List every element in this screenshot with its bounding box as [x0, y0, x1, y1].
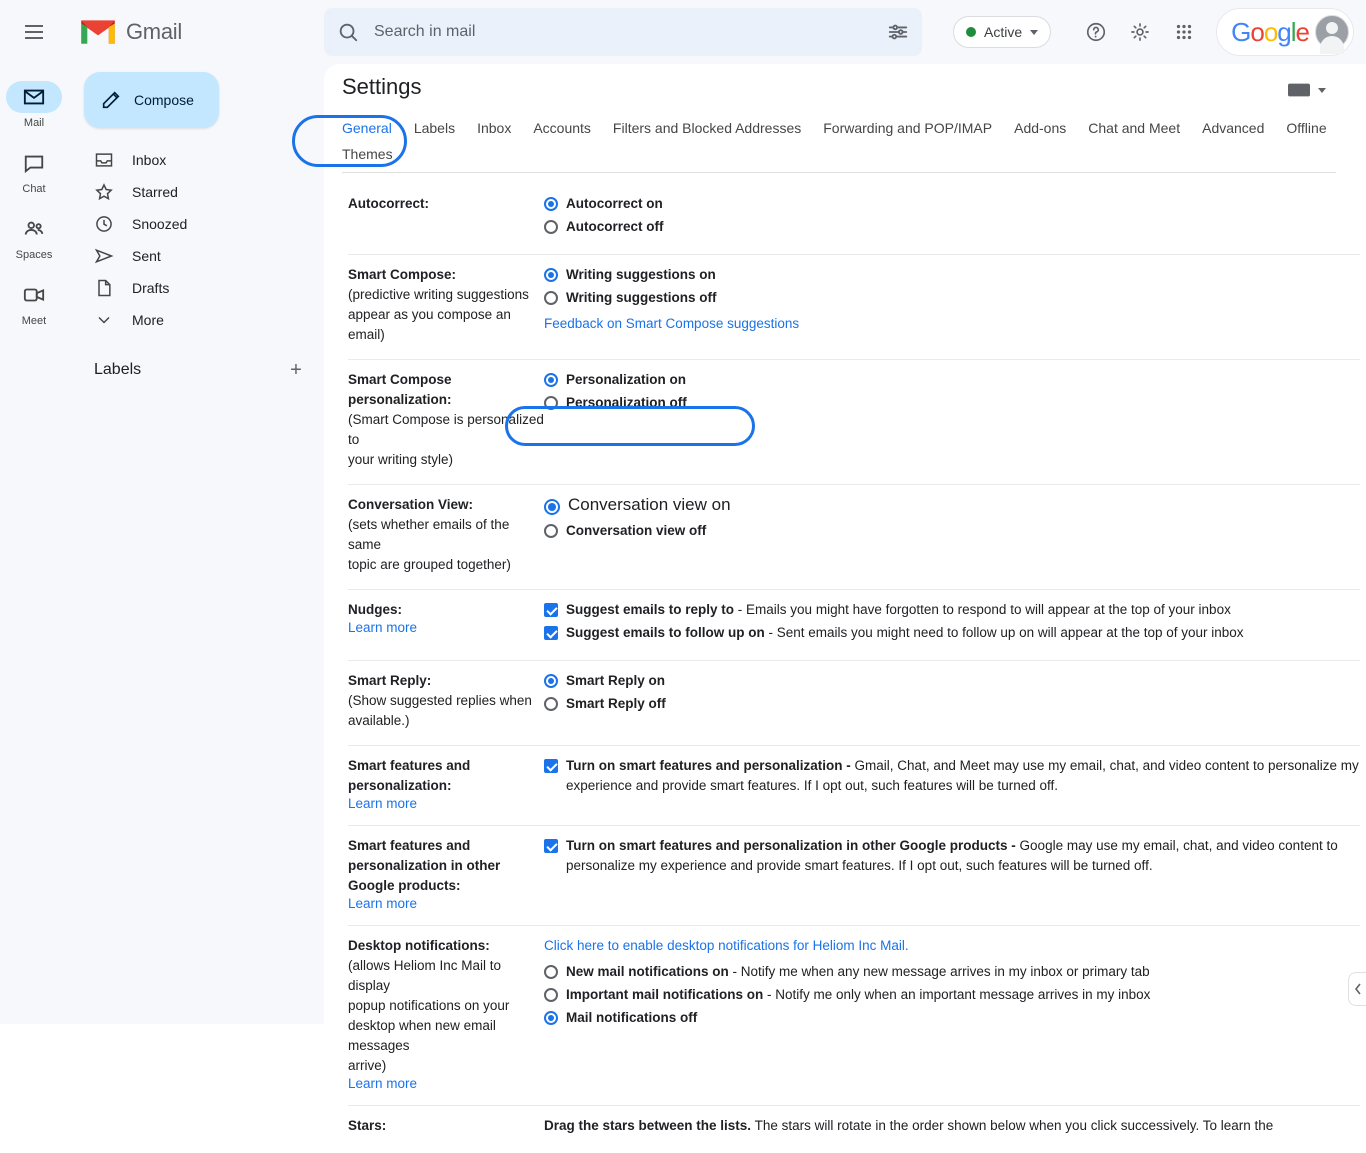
row-options-smart-compose [544, 255, 1360, 360]
option-important-mail-notifications-on[interactable] [544, 985, 1360, 1005]
sub-smart-compose-1: (predictive writing suggestions [348, 285, 544, 305]
rail-item-meet[interactable] [0, 272, 68, 334]
rail-item-mail[interactable] [0, 74, 68, 136]
search-input[interactable] [372, 22, 874, 42]
link-desktop-notifications-learn-more[interactable]: Learn more [348, 1076, 417, 1091]
sub-scp-1: (Smart Compose is personalized to [348, 410, 544, 450]
label-suggest-reply-strong: Suggest emails to reply to [566, 602, 734, 617]
google-wordmark: Google [1231, 17, 1309, 48]
label-smart-features-other-1: Smart features and [348, 836, 544, 856]
tab-forwarding-and-pop-imap[interactable]: Forwarding and POP/IMAP [823, 118, 992, 138]
labels-header [94, 358, 308, 382]
status-label: Active [984, 24, 1022, 40]
status-badge[interactable] [953, 16, 1051, 48]
option-turn-on-smart-features-other[interactable] [544, 836, 1360, 876]
label-smart-features-strong: Turn on smart features and personalization - [566, 758, 851, 773]
link-smart-compose-feedback[interactable]: Feedback on Smart Compose suggestions [544, 314, 799, 334]
row-smart-compose-personalization [348, 360, 1360, 485]
row-label-smart-compose-personalization [348, 360, 544, 485]
gmail-m-icon [78, 17, 118, 47]
gmail-logo[interactable] [78, 17, 182, 47]
label-smart-reply-off: Smart Reply off [566, 694, 666, 714]
search-bar[interactable] [324, 8, 922, 56]
page-title: Settings [342, 74, 422, 100]
hamburger-icon[interactable] [10, 8, 58, 56]
avatar[interactable] [1315, 15, 1349, 49]
tune-icon[interactable] [874, 8, 922, 56]
label-smart-compose: Smart Compose: [348, 265, 544, 285]
label-conversation-view: Conversation View: [348, 495, 544, 515]
radio-autocorrect-on[interactable] [544, 197, 558, 211]
option-suggest-emails-to-reply-to[interactable] [544, 600, 1360, 620]
row-smart-features-other [348, 826, 1360, 926]
app-rail [0, 64, 68, 1024]
label-important-mail-notifications-strong: Important mail notifications on [566, 987, 763, 1002]
option-smart-reply-off[interactable] [544, 694, 1360, 714]
tab-themes[interactable]: Themes [342, 144, 393, 164]
help-icon[interactable] [1080, 16, 1112, 48]
gmail-wordmark: Gmail [126, 19, 182, 45]
radio-new-mail-notifications-on[interactable] [544, 965, 558, 979]
settings-table [348, 184, 1360, 1153]
label-smart-features-text: Gmail, Chat, and Meet may use my email, chat, and video content to personalize my experience and provide smart features. If I opt out, such features will be turned off. [566, 758, 1359, 793]
sidebar-item-more[interactable] [68, 304, 308, 336]
link-enable-desktop-notifications[interactable]: Click here to enable desktop notifications for Heliom Inc Mail. [544, 936, 909, 956]
sub-desktop-notifications-1: (allows Heliom Inc Mail to display [348, 956, 544, 996]
radio-smart-reply-off[interactable] [544, 697, 558, 711]
label-important-mail-notifications-text: - Notify me only when an important message arrives in my inbox [763, 987, 1150, 1002]
sidebar-item-inbox[interactable] [68, 144, 308, 176]
label-smart-features-2: personalization: [348, 776, 544, 796]
label-mail-notifications-off: Mail notifications off [566, 1008, 697, 1028]
sub-desktop-notifications-3: desktop when new email messages [348, 1016, 544, 1056]
tab-advanced[interactable]: Advanced [1202, 118, 1264, 138]
sub-conversation-view-2: topic are grouped together) [348, 555, 544, 575]
row-desktop-notifications [348, 926, 1360, 1106]
settings-panel [324, 64, 1366, 1024]
sub-smart-compose-2: appear as you compose an email) [348, 305, 544, 345]
tab-offline[interactable]: Offline [1286, 118, 1326, 138]
label-conversation-view-off: Conversation view off [566, 521, 706, 541]
chevron-down-icon [1030, 30, 1038, 35]
compose-label: Compose [134, 92, 194, 108]
sidebar [68, 64, 324, 1024]
sub-desktop-notifications-2: popup notifications on your [348, 996, 544, 1016]
tab-general[interactable]: General [342, 118, 392, 138]
label-smart-features-1: Smart features and [348, 756, 544, 776]
row-conversation-view [348, 485, 1360, 590]
clock-icon [94, 214, 114, 234]
row-label-smart-reply [348, 661, 544, 746]
sidebar-item-label-snoozed: Snoozed [132, 216, 187, 232]
chat-icon [6, 147, 62, 179]
rail-item-chat[interactable] [0, 140, 68, 202]
row-options-autocorrect [544, 184, 1360, 255]
label-smart-features-other-text: Google may use my email, chat, and video content to personalize my experience and provide smart features. If I opt out, such features will be turned off. [566, 838, 1338, 873]
rail-label-chat: Chat [22, 183, 45, 195]
pencil-icon [100, 89, 122, 111]
checkbox-suggest-follow-up[interactable] [544, 626, 558, 640]
radio-personalization-on[interactable] [544, 373, 558, 387]
gear-icon[interactable] [1124, 16, 1156, 48]
label-stars-strong: Drag the stars between the lists. [544, 1118, 751, 1133]
label-smart-reply-on: Smart Reply on [566, 671, 665, 691]
apps-grid-icon[interactable] [1168, 16, 1200, 48]
sidebar-item-label-drafts: Drafts [132, 280, 169, 296]
radio-autocorrect-off[interactable] [544, 220, 558, 234]
sub-scp-2: your writing style) [348, 450, 544, 470]
rail-label-spaces: Spaces [16, 249, 53, 261]
row-autocorrect [348, 184, 1360, 255]
chevron-down-icon [94, 310, 114, 330]
row-smart-compose [348, 255, 1360, 360]
tab-inbox[interactable]: Inbox [477, 118, 511, 138]
account-button[interactable] [1216, 8, 1354, 56]
radio-mail-notifications-off[interactable] [544, 1011, 558, 1025]
row-options-smart-features-other [544, 826, 1360, 926]
label-suggest-follow-up-strong: Suggest emails to follow up on [566, 625, 765, 640]
option-writing-suggestions-off[interactable] [544, 288, 1360, 308]
tab-accounts[interactable]: Accounts [533, 118, 591, 138]
label-stars-text: The stars will rotate in the order shown below when you click successively. To learn the [751, 1118, 1273, 1133]
row-options-smart-reply [544, 661, 1360, 746]
label-smart-features-other-3: Google products: [348, 876, 544, 896]
row-smart-reply [348, 661, 1360, 746]
tab-labels[interactable]: Labels [414, 118, 455, 138]
sub-desktop-notifications-4: arrive) [348, 1056, 544, 1076]
checkbox-smart-features[interactable] [544, 759, 558, 773]
sidebar-item-label-inbox: Inbox [132, 152, 166, 168]
label-conversation-view-on: Conversation view on [568, 495, 731, 515]
label-writing-suggestions-on: Writing suggestions on [566, 265, 716, 285]
option-personalization-off[interactable] [544, 393, 1360, 413]
top-bar [0, 0, 1366, 64]
sidebar-item-snoozed[interactable] [68, 208, 308, 240]
plus-icon[interactable]: + [284, 358, 308, 382]
sidebar-item-drafts[interactable] [68, 272, 308, 304]
desktop-notifications-enable[interactable] [544, 936, 1360, 956]
row-nudges [348, 590, 1360, 661]
row-label-smart-compose [348, 255, 544, 360]
label-suggest-reply-text: - Emails you might have forgotten to respond to will appear at the top of your inbox [734, 602, 1231, 617]
keyboard-icon[interactable] [1288, 82, 1326, 98]
draft-icon [94, 278, 114, 298]
label-smart-features-other-strong: Turn on smart features and personalization in other Google products - [566, 838, 1016, 853]
row-label-desktop-notifications [348, 926, 544, 1106]
row-options-smart-compose-personalization [544, 360, 1360, 485]
chevron-down-icon [1318, 88, 1326, 93]
link-nudges-learn-more[interactable]: Learn more [348, 620, 417, 635]
row-label-conversation-view [348, 485, 544, 590]
row-options-smart-features [544, 746, 1360, 826]
spaces-icon [6, 213, 62, 245]
sidebar-item-label-sent: Sent [132, 248, 161, 264]
radio-writing-suggestions-off[interactable] [544, 291, 558, 305]
tab-chat-and-meet[interactable]: Chat and Meet [1088, 118, 1180, 138]
row-options-nudges [544, 590, 1360, 661]
label-new-mail-notifications-strong: New mail notifications on [566, 964, 729, 979]
checkbox-suggest-reply[interactable] [544, 603, 558, 617]
label-writing-suggestions-off: Writing suggestions off [566, 288, 717, 308]
checkbox-smart-features-other[interactable] [544, 839, 558, 853]
link-smart-features-other-learn-more[interactable]: Learn more [348, 896, 417, 911]
row-smart-features [348, 746, 1360, 826]
label-autocorrect-off: Autocorrect off [566, 217, 664, 237]
option-conversation-view-off[interactable] [544, 521, 1360, 541]
inbox-icon [94, 150, 114, 170]
row-label-nudges [348, 590, 544, 661]
sidebar-item-sent[interactable] [68, 240, 308, 272]
smart-compose-feedback[interactable] [544, 314, 1360, 334]
option-turn-on-smart-features[interactable] [544, 756, 1360, 796]
tab-filters-and-blocked-addresses[interactable]: Filters and Blocked Addresses [613, 118, 801, 138]
label-smart-reply: Smart Reply: [348, 671, 544, 691]
label-desktop-notifications: Desktop notifications: [348, 936, 544, 956]
stars-instructions [544, 1116, 1360, 1136]
option-personalization-on[interactable] [544, 370, 1360, 390]
label-suggest-follow-up-text: - Sent emails you might need to follow up on will appear at the top of your inbox [765, 625, 1244, 640]
rail-item-spaces[interactable] [0, 206, 68, 268]
label-personalization-off: Personalization off [566, 393, 687, 413]
sidebar-item-label-starred: Starred [132, 184, 178, 200]
link-smart-features-learn-more[interactable]: Learn more [348, 796, 417, 811]
radio-conversation-view-off[interactable] [544, 524, 558, 538]
radio-writing-suggestions-on[interactable] [544, 268, 558, 282]
sub-smart-reply-2: available.) [348, 711, 544, 731]
label-scp-1: Smart Compose [348, 370, 544, 390]
row-options-desktop-notifications [544, 926, 1360, 1106]
sub-conversation-view-1: (sets whether emails of the same [348, 515, 544, 555]
option-smart-reply-on[interactable] [544, 671, 1360, 691]
label-autocorrect: Autocorrect: [348, 194, 544, 214]
radio-important-mail-notifications-on[interactable] [544, 988, 558, 1002]
row-options-conversation-view [544, 485, 1360, 590]
sidebar-item-label-more: More [132, 312, 164, 328]
radio-smart-reply-on[interactable] [544, 674, 558, 688]
rail-label-mail: Mail [24, 117, 44, 129]
option-suggest-emails-to-follow-up-on[interactable] [544, 623, 1360, 643]
star-icon [94, 182, 114, 202]
row-label-autocorrect [348, 184, 544, 255]
settings-scroll-area[interactable] [324, 184, 1366, 1024]
label-scp-2: personalization: [348, 390, 544, 410]
label-autocorrect-on: Autocorrect on [566, 194, 663, 214]
tab-add-ons[interactable]: Add-ons [1014, 118, 1066, 138]
rail-label-meet: Meet [22, 315, 46, 327]
label-stars: Stars: [348, 1116, 544, 1136]
label-new-mail-notifications-text: - Notify me when any new message arrives in my inbox or primary tab [729, 964, 1150, 979]
label-smart-features-other-2: personalization in other [348, 856, 544, 876]
sidebar-item-starred[interactable] [68, 176, 308, 208]
row-options-stars [544, 1106, 1360, 1153]
option-autocorrect-on[interactable] [544, 194, 1360, 214]
send-icon [94, 246, 114, 266]
labels-title: Labels [94, 361, 141, 379]
search-icon[interactable] [324, 8, 372, 56]
radio-conversation-view-on[interactable] [544, 499, 560, 515]
row-label-smart-features-other [348, 826, 544, 926]
row-label-stars [348, 1106, 544, 1153]
option-autocorrect-off[interactable] [544, 217, 1360, 237]
sub-smart-reply-1: (Show suggested replies when [348, 691, 544, 711]
settings-tabs [342, 118, 1336, 173]
side-panel-toggle[interactable] [1348, 972, 1366, 1006]
row-stars [348, 1106, 1360, 1153]
chevron-left-icon [1354, 983, 1362, 995]
mail-icon [6, 81, 62, 113]
status-dot-icon [966, 27, 976, 37]
row-label-smart-features [348, 746, 544, 826]
option-new-mail-notifications-on[interactable] [544, 962, 1360, 982]
option-writing-suggestions-on[interactable] [544, 265, 1360, 285]
compose-button[interactable] [84, 72, 219, 128]
radio-personalization-off[interactable] [544, 396, 558, 410]
option-mail-notifications-off[interactable] [544, 1008, 1360, 1028]
label-personalization-on: Personalization on [566, 370, 686, 390]
label-nudges: Nudges: [348, 600, 544, 620]
meet-camera-icon [6, 279, 62, 311]
option-conversation-view-on[interactable] [544, 495, 1360, 515]
